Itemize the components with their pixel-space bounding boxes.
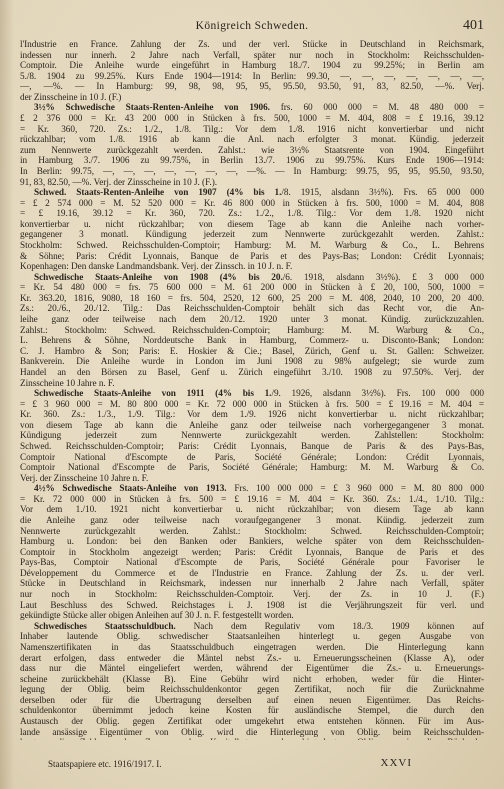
section-title: 4½% Schwedische Staats-Anleihe von 1913. (34, 484, 227, 495)
text-line: Austausch der Oblig. gegen Zertifikat oder umgekehrt etwa entstehen können. Für im Aus- (20, 717, 484, 727)
text-line: lande ansässige Eigentümer von Oblig. wird die Hinterlegung von Oblig. beim Reichsschulden- (20, 727, 484, 738)
text-line: Comptoir National d'Escompte de Paris, Société Générale; London: Crédit Lyonnais, (20, 452, 484, 463)
page-number: 401 (463, 18, 484, 33)
text-line: leihe ganz oder teilweise nach dem 20./12. 1920 unter 3 monat. Kündig. zurückzuzahlen. (20, 315, 484, 326)
text-line: Comptoir in Stockholm angezeigt werden; Paris: Crédit Lyonnais, Banque de Paris et des (20, 547, 484, 558)
text-line: = £ 3 960 000 = M. 80 800 000 = Kr. 72 000 000 in Stücken à frs. 500 = £ 19.16 = M. 404 = (20, 399, 484, 410)
text-line: 91, 83, 82.50, —%. Verj. der Zinsscheine in 10 J. (F.). (20, 177, 217, 188)
printer-signature: Staatspapiere etc. 1916/1917. I. (48, 759, 162, 769)
text-line: Kündigung jederzeit zum Nennwerte zurückgezahlt werden. Zahlstellen: Stockholm: (20, 431, 484, 442)
section-heading-line: 3½% Schwedische Staats-Renten-Anleihe von 1906. frs. 60 000 000 = M. 48 480 000 = (34, 103, 484, 114)
text-line: Stücke in Deutschland in Reichsmark, indessen nur innerhalb 2 Jahre nach Verfall, später (20, 579, 484, 590)
text-line: Laut Beschluss des Schwed. Reichstages i. J. 1908 ist die Verjährungszeit für verl. und (20, 600, 484, 611)
text-line: zum Nennwerte zurückgezahlt werden. Zahlst.: wie 3½% Staatsrente von 1904. Eingeführt (20, 145, 484, 156)
section-heading-line: Schwedische Staats-Anleihe von 1911 (4% bis 1./9. 1926, alsdann 3½%). Frs. 100 000 000 (34, 389, 484, 400)
text-line: dass nur die Mäntel eingeliefert werden, während der Eigentümer die Zs.- u. Erneuerungs- (20, 664, 484, 675)
section-heading-line: Schwed. Staats-Renten-Anleihe von 1907 (4% bis 1./8. 1915, alsdann 3½%). Frs. 65 000 000 (34, 188, 484, 199)
text-line: Vor dem 1./10. 1921 nicht konvertierbar u. nicht rückzahlbar; von diesem Tage ab kann (20, 505, 484, 516)
text-line: Comptoir National d'Escompte de Paris, Société Générale; Hamburg: M. M. Warburg & Co. (20, 463, 484, 474)
section-title: Schwed. Staats-Renten-Anleihe von 1907 (4% bis 1. (34, 188, 282, 199)
text-line: 5./8. 1904 zu 99.25%. Kurs Ende 1904—1914: In Berlin: 99.30, —, —, —, —, —, —, —, (20, 71, 484, 82)
text-line: Comptoir. Die Anleihe wurde eingeführt in Hamburg 18./7. 1904 zu 99.25%; in Berlin am (20, 61, 484, 72)
text-line: C. J. Hambro & Son; Paris: E. Hoskier & Cie.; Basel, Zürich, Genf u. St. Gallen: Schweizer. (20, 346, 484, 357)
text-line: indessen nur innerh. 2 Jahre nach Verfall, später nur noch in Stockholm: Reichsschulden- (20, 50, 484, 61)
text-line: schuldenkontor übernimmt jedoch keine Kosten für ausländische Stempel, die durch den (20, 706, 484, 717)
body-text (20, 40, 484, 740)
text-line: Développement du Commerce et de l'Industrie en France. Zahlung der Zs. u. der verl. (20, 568, 484, 579)
text-line: = £ 19.16, 39.12 = Kr. 360, 720. Zs.: 1./2., 1./8. Tilg.: Vor dem 1./8. 1920 nicht (20, 209, 484, 220)
text-line: Zs.: 20./6., 20./12. Tilg.: Das Reichsschulden-Comptoir behält sich das Recht vor, die An- (20, 304, 484, 315)
text-line: = Kr. 360, 720. Zs.: 1./2., 1./8. Tilg.: Vor dem 1./8. 1916 nicht konvertierbar und nicht (20, 124, 484, 135)
section-heading-line: Schwedische Staats-Anleihe von 1908 (4% bis 20./6. 1918, alsdann 3½%). £ 3 000 000 (34, 272, 484, 283)
section-title: Schwedische Staats-Anleihe von 1908 (4% bis 20. (34, 272, 283, 283)
text-line: von diesem Tage ab kann die Anleihe ganz oder teilweise nach vorhergegangener 3 monat. (20, 420, 484, 431)
text-line: derselben oder für die Übertragung derselben auf einen neuen Eigentümer. Das Reichs- (20, 695, 484, 706)
text-line: die Anleihe ganz oder teilweise nach voraufgegangener 3 monat. Kündig. jederzeit zum (20, 516, 484, 527)
text-line: Inhaber lautende Oblig. schwedischer Staatsanleihen hinterlegt u. gegen Ausgabe von (20, 632, 484, 643)
section-title: Schwedisches Staatsschuldbuch. (34, 621, 176, 632)
text-line: In Berlin: 99.75, —, —, —, —, —, —, —, —%. — In Hamburg: 99.75, 95, 95, 95.50, 93.50, (20, 166, 484, 177)
text-line: Nennwerte zurückgezahlt werden. Zahlst.: Stockholm: Schwed. Reichsschulden-Comptoir; (20, 526, 484, 537)
text-line: £ 2 376 000 = Kr. 43 200 000 in Stücken à frs. 500, 1000 = M. 404, 808 = £ 19.16, 39.12 (20, 114, 484, 125)
text-line: = Kr. 72 000 000 in Stücken à frs. 500 = £ 19.16 = M. 404 = Kr. 360. Zs.: 1./4., 1./10. Tilg.: (20, 494, 484, 505)
text-line: Schwed. Reichsschulden-Comptoir; Paris: Crédit Lyonnais, Banque de Paris & des Pays-Bas, (20, 441, 484, 452)
text-line: Kr. 363.20, 1816, 9080, 18 160 = frs. 504, 2520, 12 600, 25 200 = M. 408, 2040, 10 200, 20 400. (20, 293, 484, 304)
text-line: nur noch in Stockholm: Reichsschulden-Comptoir. Verj. der Zs. in 10 J. (F.) (20, 590, 484, 601)
text-line: Bankverein. Die Anleihe wurde in London im Juni 1908 zu 98% aufgelegt; sie wurde zum (20, 357, 484, 368)
text-line: = Kr. 54 480 000 = frs. 75 600 000 = M. 61 200 000 in Stücken à £ 20, 100, 500, 1000 = (20, 283, 484, 294)
text-line: derart erfolgen, dass entweder die Mäntel nebst Zs.- u. Erneuerungsscheinen (Klasse A), oder (20, 653, 484, 664)
text-line: rückzahlbar; vom 1./8. 1916 ab kann die Anl. nach erfolgter 3 monat. Kündig. jederzeit (20, 135, 484, 146)
section-heading-line: 4½% Schwedische Staats-Anleihe von 1913. Frs. 100 000 000 = £ 3 960 000 = M. 80 800 000 (34, 484, 484, 495)
page-footer (20, 757, 484, 771)
page-header (0, 20, 504, 36)
page-edge-shadow (0, 0, 14, 789)
section-title: 3½% Schwedische Staats-Renten-Anleihe von 1906. (34, 103, 270, 114)
text-line: Pays-Bas, Comptoir National d'Escompte de Paris, Société Générale pour Favoriser le (20, 558, 484, 569)
text-line: Kr. 360. Zs.: 1./3., 1./9. Tilg.: Vor dem 1./9. 1926 nicht konvertierbar u. nicht rückzahlbar; (20, 410, 484, 421)
text-line: l'Industrie en France. Zahlung der Zs. und der verl. Stücke in Deutschland in Reichsmark, (20, 40, 484, 50)
text-line: der Zinsscheine in 10 J. (F.) (20, 92, 122, 103)
text-line: Zahlst.: Stockholm: Schwed. Reichsschulden-Comptoir; Hamburg: M. M. Warburg & Co., (20, 325, 484, 336)
text-line: —, —%. — In Hamburg: 99, 98, 98, 95, 95, 95.50, 93.50, 91, 83, 82.50, —%. Verj. (20, 82, 484, 93)
text-line: Verj. der Zinsscheine 10 Jahre n. F. (20, 473, 149, 484)
text-line: gekündigte Stücke aller obigen Anleihen auf 30 J. n. F. festgestellt worden. (20, 611, 294, 622)
text-line: L. Behrens & Söhne, Norddeutsche Bank in Hamburg, Commerz- u. Disconto-Bank; London: (20, 336, 484, 347)
section-heading-line: Schwedisches Staatsschuldbuch. Nach dem Regulativ vom 18./3. 1909 können auf (34, 621, 484, 632)
text-line: = £ 2 574 000 = M. 52 520 000 = Kr. 46 800 000 in Stücken à frs. 500, 1000 = M. 404, 808 (20, 198, 484, 209)
text-line: scheine zurückbehält (Klasse B). Eine Gebühr wird nicht erhoben, weder für die Hinter- (20, 674, 484, 685)
section-title: Schwedische Staats-Anleihe von 1911 (4% bis 1. (34, 389, 272, 400)
text-line: legung der Oblig. beim Reichsschuldenkontor gegen Zertifikat, noch für die Zurücknahme (20, 685, 484, 696)
text-line: Namenszertifikaten in das Staatsschuldbuch eingetragen werden. Die Hinterlegung kann (20, 642, 484, 653)
text-line: Hamburg u. London: bei den Banken oder Bankiers, welche später von dem Reichsschulden- (20, 537, 484, 548)
running-title: Königreich Schweden. (195, 20, 309, 32)
text-line: Kopenhagen: Den danske Landmandsbank. Verj. der Zinssch. in 10 J. n. F. (20, 262, 293, 273)
text-line: Handel an den Börsen zu Basel, Genf u. Zürich eingeführt 3./10. 1908 zu 97.50%. Verj. der (20, 367, 484, 378)
text-line (20, 738, 484, 740)
text-line: gegangener 3 monatl. Kündigung jederzeit zum Nennwerte zurückgezahlt werden. Zahlst.: (20, 230, 484, 241)
text-line: Zinsscheine 10 Jahre n. F. (20, 378, 115, 389)
sheet-mark: XXVI (380, 757, 412, 769)
text-line: konvertierbar u. nicht rückzahlbar; von diesem Tage ab kann die Anleihe nach vorher- (20, 219, 484, 230)
text-line: & Söhne; Paris: Crédit Lyonnais, Banque de Paris et des Pays-Bas; London: Crédit Lyonnais; (20, 251, 484, 262)
text-line: in Hamburg 3./7. 1906 zu 99.75%, in Berlin 13./7. 1906 zu 99.75%. Kurs Ende 1906—1914: (20, 156, 484, 167)
text-line: Stockholm: Schwed. Reichsschulden-Comptoir; Hamburg: M. M. Warburg & Co., L. Behrens (20, 240, 484, 251)
